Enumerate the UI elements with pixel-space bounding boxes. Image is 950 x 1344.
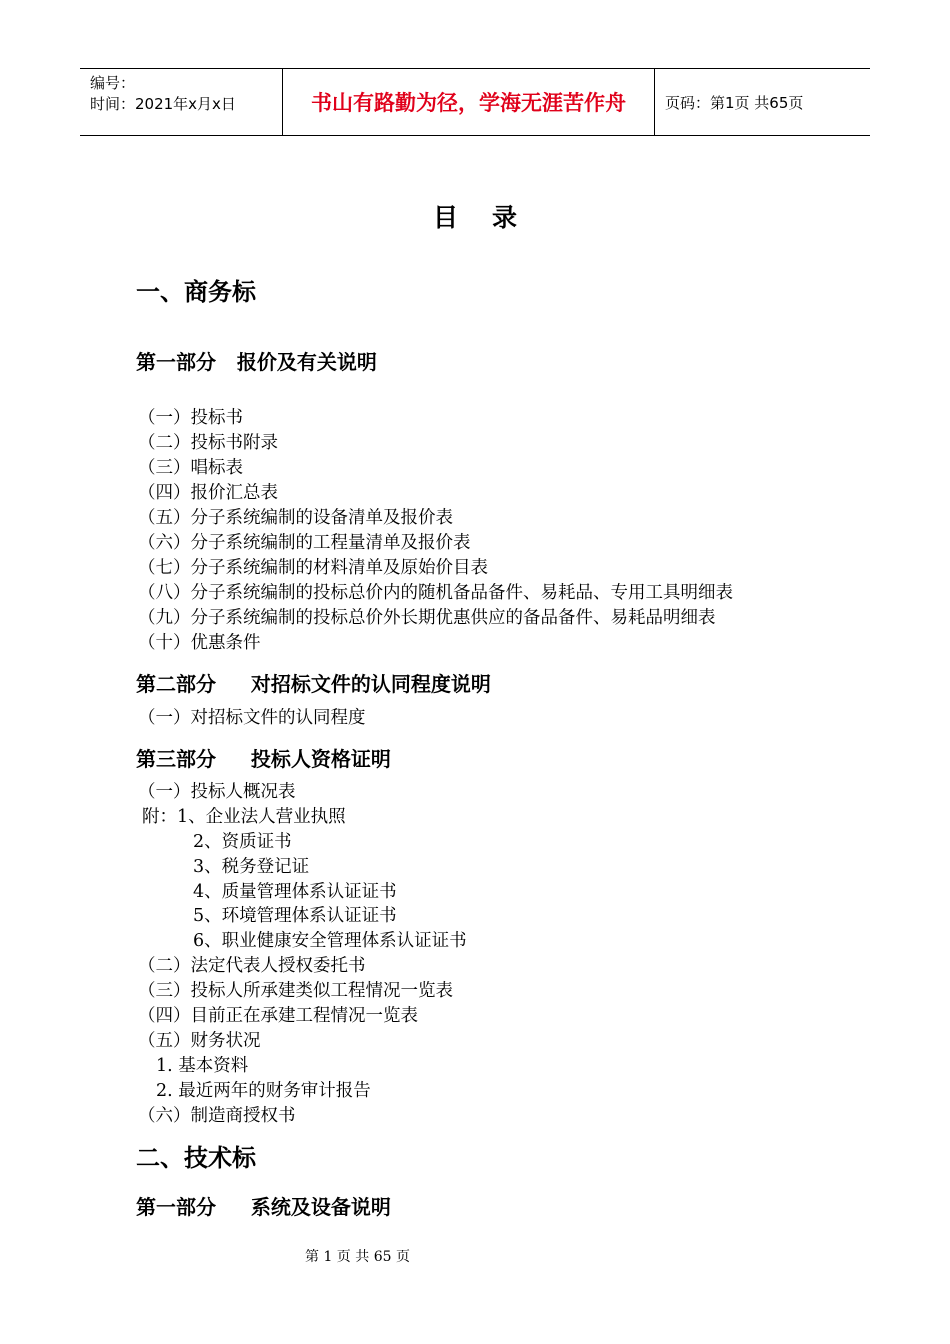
toc-item: （五）财务状况 [138,1031,261,1051]
number-label: 编号： [90,74,136,92]
header-motto: 书山有路勤为径，学海无涯苦作舟 [311,91,626,115]
toc-item: （一）投标人概况表 [138,782,296,802]
toc-item: （六）分子系统编制的工程量清单及报价表 [138,533,471,553]
page-header [80,68,870,136]
header-page-info: 页码：第1页 共65页 [665,93,804,112]
toc-item: （四）报价汇总表 [138,483,278,503]
toc-subitem: 6、职业健康安全管理体系认证证书 [193,931,467,951]
toc-item: （二）法定代表人授权委托书 [138,956,366,976]
toc-item: （六）制造商授权书 [138,1106,296,1126]
toc-item: （八）分子系统编制的投标总价内的随机备品备件、易耗品、专用工具明细表 [138,583,733,603]
toc-item: （一）对招标文件的认同程度 [138,708,366,728]
toc-item: （一）投标书 [138,408,243,428]
toc-subitem: 2. 最近两年的财务审计报告 [156,1081,371,1101]
toc-item: （三）唱标表 [138,458,243,478]
toc-item: （四）目前正在承建工程情况一览表 [138,1006,418,1026]
section-heading-technical: 二、技术标 [136,1144,256,1172]
part1-heading: 第一部分 报价及有关说明 [136,350,377,374]
header-meta [80,69,282,135]
section-heading-business: 一、商务标 [136,278,256,306]
page-title: 目录 [432,203,551,232]
toc-subitem: 1. 基本资料 [156,1056,249,1076]
toc-subitem: 2、资质证书 [193,832,292,852]
toc-item: 附：1、企业法人营业执照 [142,807,346,827]
toc-subitem: 5、环境管理体系认证证书 [193,906,397,926]
toc-subitem: 3、税务登记证 [193,857,310,877]
toc-item: （三）投标人所承建类似工程情况一览表 [138,981,453,1001]
part3-heading: 第三部分 投标人资格证明 [136,747,391,771]
technical-part1-heading: 第一部分 系统及设备说明 [136,1195,391,1219]
part2-heading: 第二部分 对招标文件的认同程度说明 [136,672,491,696]
toc-item: （十）优惠条件 [138,633,261,653]
time-label: 时间：2021年x月x日 [90,95,236,113]
toc-subitem: 4、质量管理体系认证证书 [193,882,397,902]
header-motto-cell [282,69,655,135]
toc-item: （五）分子系统编制的设备清单及报价表 [138,508,453,528]
toc-item: （二）投标书附录 [138,433,278,453]
toc-item: （七）分子系统编制的材料清单及原始价目表 [138,558,488,578]
toc-item: （九）分子系统编制的投标总价外长期优惠供应的备品备件、易耗品明细表 [138,608,716,628]
page-footer: 第 1 页 共 65 页 [305,1249,410,1265]
